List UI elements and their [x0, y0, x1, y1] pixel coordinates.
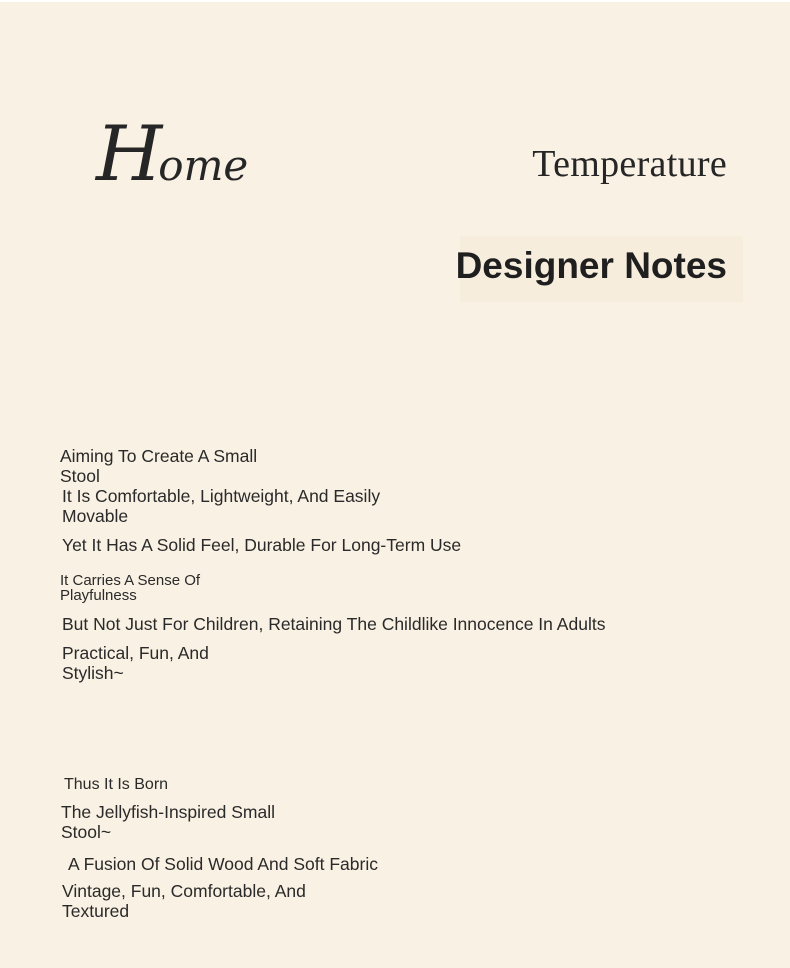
paragraph-line: Aiming To Create A Small Stool: [60, 446, 258, 486]
brand-name-rest: ome: [158, 141, 249, 190]
brand-logo: [96, 109, 249, 198]
section-title: Designer Notes: [455, 245, 727, 286]
paragraph-line: It Is Comfortable, Lightweight, And Easily Movable: [62, 486, 381, 526]
closing-line: The Jellyfish-Inspired Small Stool~: [61, 802, 275, 842]
closing-line: Vintage, Fun, Comfortable, And Textured: [62, 881, 306, 921]
poster-page: [0, 2, 790, 968]
paragraph-line: It Carries A Sense Of Playfulness: [60, 572, 201, 604]
paragraph-line: Yet It Has A Solid Feel, Durable For Long-Term Use: [62, 535, 462, 555]
brand-initial: H: [96, 109, 163, 198]
paragraph-line: But Not Just For Children, Retaining The Childlike Innocence In Adults: [62, 614, 606, 634]
closing-line: A Fusion Of Solid Wood And Soft Fabric: [68, 854, 378, 874]
closing-line: Thus It Is Born: [64, 776, 169, 793]
brand-tagline: Temperature: [532, 143, 727, 185]
paragraph-line: Practical, Fun, And Stylish~: [62, 643, 209, 683]
